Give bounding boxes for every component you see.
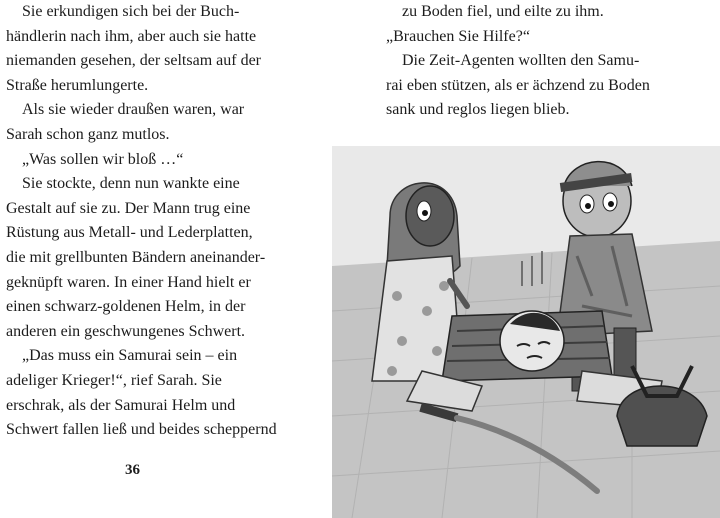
text-line: die mit grellbunten Bändern aneinander-: [6, 248, 266, 266]
text-line: anderen ein geschwungenes Schwert.: [6, 322, 246, 340]
text-line: Schwert fallen ließ und beides scheppernd: [6, 421, 277, 439]
text-line: sank und reglos liegen blieb.: [386, 101, 570, 119]
samurai-illustration: [332, 146, 720, 518]
text-line: Sarah schon ganz mutlos.: [6, 125, 170, 143]
text-line: „Brauchen Sie Hilfe?“: [386, 27, 530, 45]
left-page-text: [6, 0, 324, 443]
text-line: einen schwarz-goldenen Helm, in der: [6, 298, 246, 316]
illustration-canvas: [332, 146, 720, 518]
text-line: zu Boden fiel, und eilte zu ihm.: [402, 3, 604, 20]
text-line: Sie stockte, denn nun wankte eine: [22, 175, 240, 193]
text-line: händlerin nach ihm, aber auch sie hatte: [6, 27, 257, 45]
text-line: Rüstung aus Metall- und Lederplatten,: [6, 224, 253, 242]
text-line: geknüpft waren. In einer Hand hielt er: [6, 273, 251, 291]
text-line: rai eben stützen, als er ächzend zu Boden: [386, 76, 650, 94]
text-line: Sie erkundigen sich bei der Buch-: [22, 3, 240, 20]
text-line: niemanden gesehen, der seltsam auf der: [6, 52, 262, 70]
text-line: erschrak, als der Samurai Helm und: [6, 396, 236, 414]
left-page: [0, 0, 330, 518]
text-line: „Das muss ein Samurai sein – ein: [22, 347, 238, 365]
text-line: Die Zeit-Agenten wollten den Samu-: [402, 52, 640, 70]
right-page-text: [386, 0, 716, 123]
text-line: Als sie wieder draußen waren, war: [22, 101, 245, 119]
page-number: 36: [125, 462, 140, 478]
text-line: „Was sollen wir bloß …“: [22, 150, 184, 168]
text-line: Straße herumlungerte.: [6, 76, 149, 94]
text-line: Gestalt auf sie zu. Der Mann trug eine: [6, 199, 251, 217]
text-line: adeliger Krieger!“, rief Sarah. Sie: [6, 371, 222, 389]
